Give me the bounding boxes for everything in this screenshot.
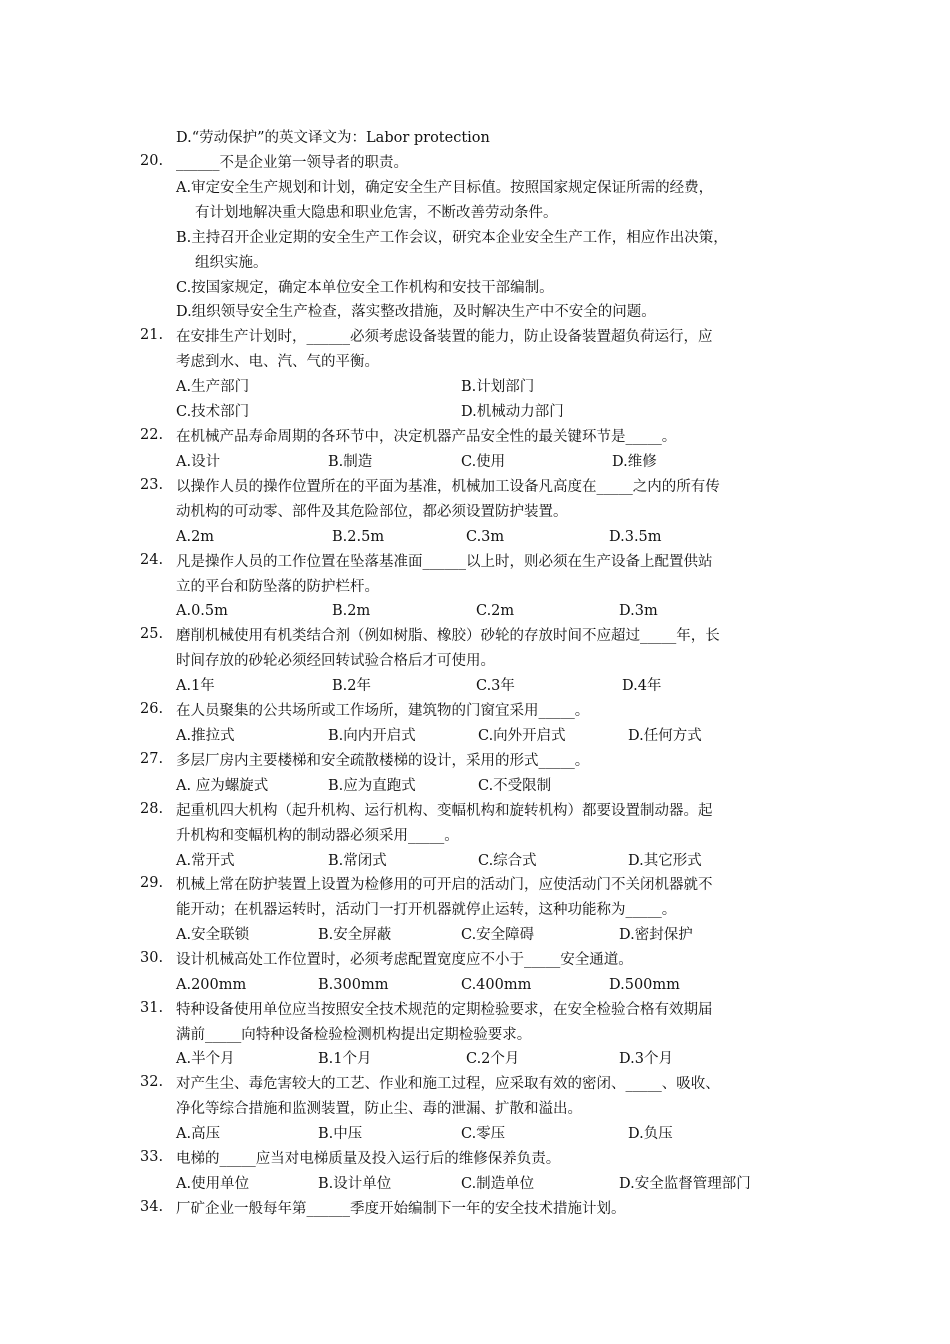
q31-number: 31. xyxy=(140,1000,164,1016)
q25-stem-cont: 时间存放的砂轮必须经回转试验合格后才可使用。 xyxy=(176,653,495,669)
q22-option-b: B.制造 xyxy=(328,454,373,470)
q27-option-a: A. 应为螺旋式 xyxy=(176,778,269,794)
q27-option-c: C.不受限制 xyxy=(478,778,552,794)
q23-option-d: D.3.5m xyxy=(609,529,662,545)
q30-option-a: A.200mm xyxy=(176,977,247,993)
q20-option-a-cont: 有计划地解决重大隐患和职业危害，不断改善劳动条件。 xyxy=(195,205,558,221)
q23-option-a: A.2m xyxy=(176,529,215,545)
q29-option-a: A.安全联锁 xyxy=(176,927,250,943)
q25-number: 25. xyxy=(140,626,164,642)
q31-option-b: B.1个月 xyxy=(318,1051,372,1067)
q23-stem-cont: 动机构的可动零、部件及其危险部位，都必须设置防护装置。 xyxy=(176,504,568,520)
q33-option-a: A.使用单位 xyxy=(176,1176,250,1192)
q21-option-c: C.技术部门 xyxy=(176,404,250,420)
q29-option-d: D.密封保护 xyxy=(619,927,693,943)
q27-stem: 多层厂房内主要楼梯和安全疏散楼梯的设计，采用的形式_____。 xyxy=(176,753,590,769)
q28-stem: 起重机四大机构（起升机构、运行机构、变幅机构和旋转机构）都要设置制动器。起 xyxy=(176,803,713,819)
q31-stem: 特种设备使用单位应当按照安全技术规范的定期检验要求，在安全检验合格有效期届 xyxy=(176,1002,713,1018)
q32-stem-cont: 净化等综合措施和监测装置，防止尘、毒的泄漏、扩散和溢出。 xyxy=(176,1101,582,1117)
q34-number: 34. xyxy=(140,1199,164,1215)
q24-stem: 凡是操作人员的工作位置在坠落基准面______以上时，则必须在生产设备上配置供站 xyxy=(176,554,713,570)
q23-number: 23. xyxy=(140,477,164,493)
q21-stem-cont: 考虑到水、电、汽、气的平衡。 xyxy=(176,354,379,370)
q26-option-a: A.推拉式 xyxy=(176,728,235,744)
q30-option-c: C.400mm xyxy=(461,977,532,993)
q21-number: 21. xyxy=(140,327,164,343)
q29-stem-cont: 能开动；在机器运转时，活动门一打开机器就停止运转，这种功能称为_____。 xyxy=(176,902,677,918)
q25-option-b: B.2年 xyxy=(332,678,371,694)
q26-number: 26. xyxy=(140,701,164,717)
q33-option-b: B.设计单位 xyxy=(318,1176,392,1192)
q32-option-a: A.高压 xyxy=(176,1126,221,1142)
q29-stem: 机械上常在防护装置上设置为检修用的可开启的活动门，应使活动门不关闭机器就不 xyxy=(176,877,713,893)
q25-option-a: A.1年 xyxy=(176,678,215,694)
q30-stem: 设计机械高处工作位置时，必须考虑配置宽度应不小于_____安全通道。 xyxy=(176,952,633,968)
q29-option-b: B.安全屏蔽 xyxy=(318,927,392,943)
q21-option-b: B.计划部门 xyxy=(461,379,535,395)
q31-option-a: A.半个月 xyxy=(176,1051,235,1067)
q28-option-d: D.其它形式 xyxy=(628,853,702,869)
q20-number: 20. xyxy=(140,153,164,169)
q29-option-c: C.安全障碍 xyxy=(461,927,535,943)
q33-stem: 电梯的_____应当对电梯质量及投入运行后的维修保养负责。 xyxy=(176,1151,561,1167)
q25-stem: 磨削机械使用有机类结合剂（例如树脂、橡胶）砂轮的存放时间不应超过_____年，长 xyxy=(176,628,720,644)
q30-number: 30. xyxy=(140,950,164,966)
q24-number: 24. xyxy=(140,552,164,568)
q26-stem: 在人员聚集的公共场所或工作场所，建筑物的门窗宜采用_____。 xyxy=(176,703,590,719)
q31-option-c: C.2个月 xyxy=(466,1051,520,1067)
q26-option-d: D.任何方式 xyxy=(628,728,702,744)
q28-number: 28. xyxy=(140,801,164,817)
q23-stem: 以操作人员的操作位置所在的平面为基准，机械加工设备凡高度在_____之内的所有传 xyxy=(176,479,720,495)
q20-stem: ______不是企业第一领导者的职责。 xyxy=(176,155,408,171)
q32-option-c: C.零压 xyxy=(461,1126,506,1142)
q31-option-d: D.3个月 xyxy=(619,1051,673,1067)
q32-number: 32. xyxy=(140,1074,164,1090)
q25-option-d: D.4年 xyxy=(622,678,662,694)
q30-option-b: B.300mm xyxy=(318,977,389,993)
q28-stem-cont: 升机构和变幅机构的制动器必须采用_____。 xyxy=(176,828,459,844)
q26-option-b: B.向内开启式 xyxy=(328,728,416,744)
q23-option-b: B.2.5m xyxy=(332,529,385,545)
q28-option-b: B.常闭式 xyxy=(328,853,387,869)
q28-option-a: A.常开式 xyxy=(176,853,235,869)
q34-stem: 厂矿企业一般每年第______季度开始编制下一年的安全技术措施计划。 xyxy=(176,1201,626,1217)
q28-option-c: C.综合式 xyxy=(478,853,537,869)
q20-option-d: D.组织领导安全生产检查，落实整改措施，及时解决生产中不安全的问题。 xyxy=(176,304,656,320)
q26-option-c: C.向外开启式 xyxy=(478,728,566,744)
q24-stem-cont: 立的平台和防坠落的防护栏杆。 xyxy=(176,579,379,595)
q27-option-b: B.应为直跑式 xyxy=(328,778,416,794)
q24-option-a: A.0.5m xyxy=(176,603,228,619)
q20-option-b-cont: 组织实施。 xyxy=(195,255,268,271)
q21-option-d: D.机械动力部门 xyxy=(461,404,564,420)
q20-option-c: C.按国家规定，确定本单位安全工作机构和安技干部编制。 xyxy=(176,280,554,296)
q32-option-d: D.负压 xyxy=(628,1126,673,1142)
q20-option-b: B.主持召开企业定期的安全生产工作会议，研究本企业安全生产工作，相应作出决策， xyxy=(176,230,728,246)
q29-number: 29. xyxy=(140,875,164,891)
q22-option-d: D.维修 xyxy=(612,454,657,470)
q25-option-c: C.3年 xyxy=(476,678,515,694)
q32-stem: 对产生尘、毒危害较大的工艺、作业和施工过程，应采取有效的密闭、_____、吸收、 xyxy=(176,1076,720,1092)
q22-option-a: A.设计 xyxy=(176,454,221,470)
q33-option-c: C.制造单位 xyxy=(461,1176,535,1192)
q31-stem-cont: 满前_____向特种设备检验检测机构提出定期检验要求。 xyxy=(176,1027,532,1043)
q24-option-d: D.3m xyxy=(619,603,658,619)
q23-option-c: C.3m xyxy=(466,529,505,545)
q33-number: 33. xyxy=(140,1149,164,1165)
q21-stem: 在安排生产计划时，______必须考虑设备装置的能力，防止设备装置超负荷运行，应 xyxy=(176,329,713,345)
q22-stem: 在机械产品寿命周期的各环节中，决定机器产品安全性的最关键环节是_____。 xyxy=(176,429,677,445)
q22-option-c: C.使用 xyxy=(461,454,506,470)
q20-option-a: A.审定安全生产规划和计划，确定安全生产目标值。按照国家规定保证所需的经费， xyxy=(176,180,714,196)
q24-option-b: B.2m xyxy=(332,603,371,619)
q32-option-b: B.中压 xyxy=(318,1126,363,1142)
q21-option-a: A.生产部门 xyxy=(176,379,250,395)
q30-option-d: D.500mm xyxy=(609,977,680,993)
q27-number: 27. xyxy=(140,751,164,767)
q24-option-c: C.2m xyxy=(476,603,515,619)
q22-number: 22. xyxy=(140,427,164,443)
q33-option-d: D.安全监督管理部门 xyxy=(619,1176,751,1192)
q19-option-d: D.“劳动保护”的英文译文为：Labor protection xyxy=(176,130,490,146)
